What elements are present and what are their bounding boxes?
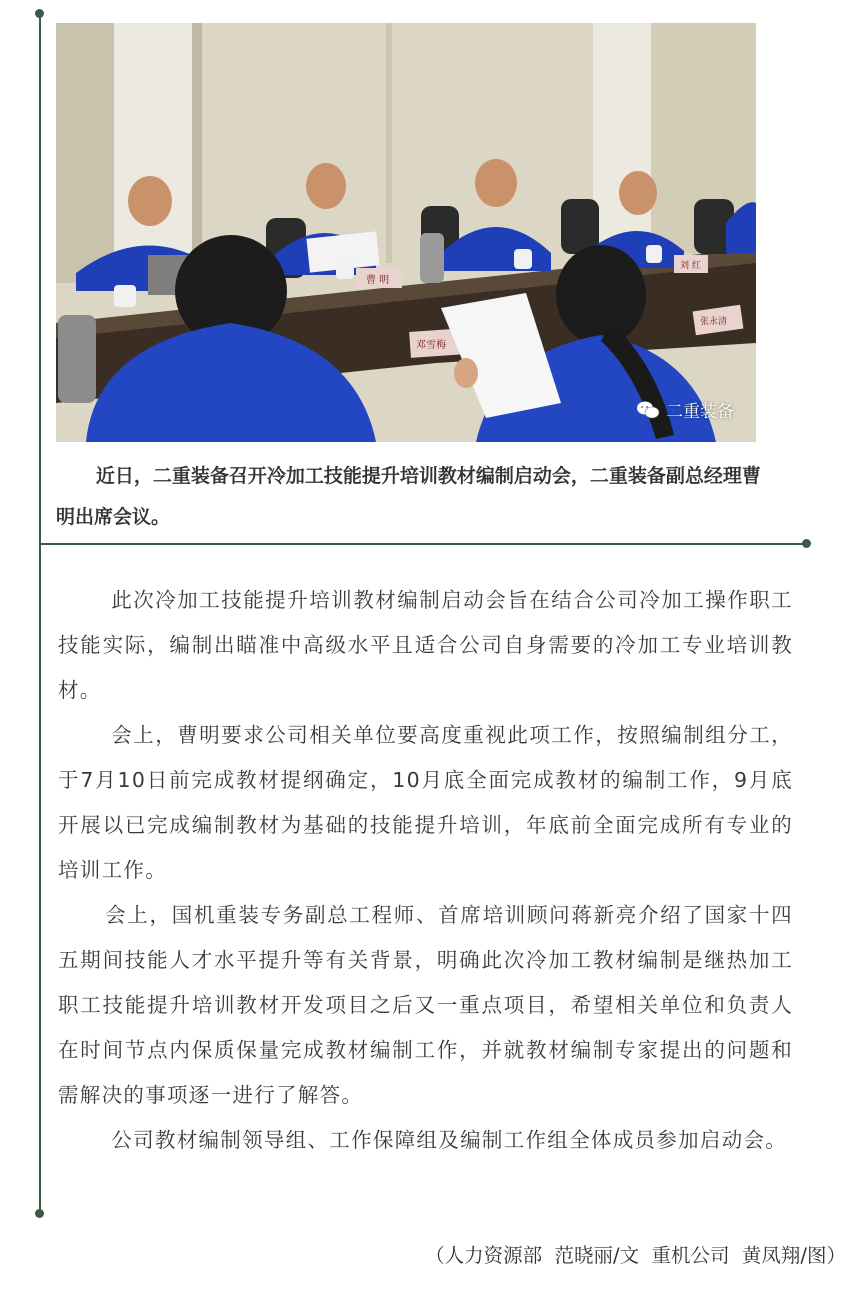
watermark — [636, 397, 734, 422]
left-frame-line-bottom — [39, 545, 41, 1213]
author-credit: （人力资源部 范晓丽/文 重机公司 黄凤翔/图） — [425, 1244, 846, 1267]
caption-text: 近日，二重装备召开冷加工技能提升培训教材编制启动会，二重装备副总经理曹明出席会议。 — [56, 465, 761, 528]
paragraph-1: 此次冷加工技能提升培训教材编制启动会旨在结合公司冷加工操作职工技能实际，编制出瞄准中高级水平且适合公司自身需要的冷加工专业培训教材。 — [58, 588, 793, 702]
paragraph-2: 会上，曹明要求公司相关单位要高度重视此项工作，按照编制组分工，于7月10日前完成教材提纲确定，10月底全面完成教材的编制工作，9月底开展以已完成编制教材为基础的技能提升培训，年底前全面完成所有专业的培训工作。 — [58, 723, 793, 882]
frame-dot-bottom — [35, 1209, 44, 1218]
svg-text:刘 红: 刘 红 — [680, 261, 701, 271]
svg-text:邓雪梅: 邓雪梅 — [416, 340, 446, 351]
watermark-text: 二重装备 — [666, 402, 734, 422]
left-frame-line-top — [39, 13, 41, 545]
wechat-icon — [636, 400, 660, 420]
caption-divider-line — [40, 543, 806, 545]
meeting-photo — [56, 23, 756, 442]
svg-text:曹 明: 曹 明 — [366, 275, 390, 286]
paragraph-3: 会上，国机重装专务副总工程师、首席培训顾问蒋新亮介绍了国家十四五期间技能人才水平提升等有关背景，明确此次冷加工教材编制是继热加工职工技能提升培训教材开发项目之后又一重点项目，希望相关单位和负责人在时间节点内保质保量完成教材编制工作，并就教材编制专家提出的问题和需解决的事项逐一进行了解答。 — [58, 903, 793, 1107]
svg-text:张永清: 张永清 — [700, 317, 728, 327]
meeting-photo-illustration — [56, 23, 756, 442]
frame-dot-top — [35, 9, 44, 18]
paragraph-4: 公司教材编制领导组、工作保障组及编制工作组全体成员参加启动会。 — [111, 1128, 788, 1152]
article-body — [58, 578, 793, 1163]
frame-dot-right — [802, 539, 811, 548]
photo-caption — [56, 456, 762, 538]
